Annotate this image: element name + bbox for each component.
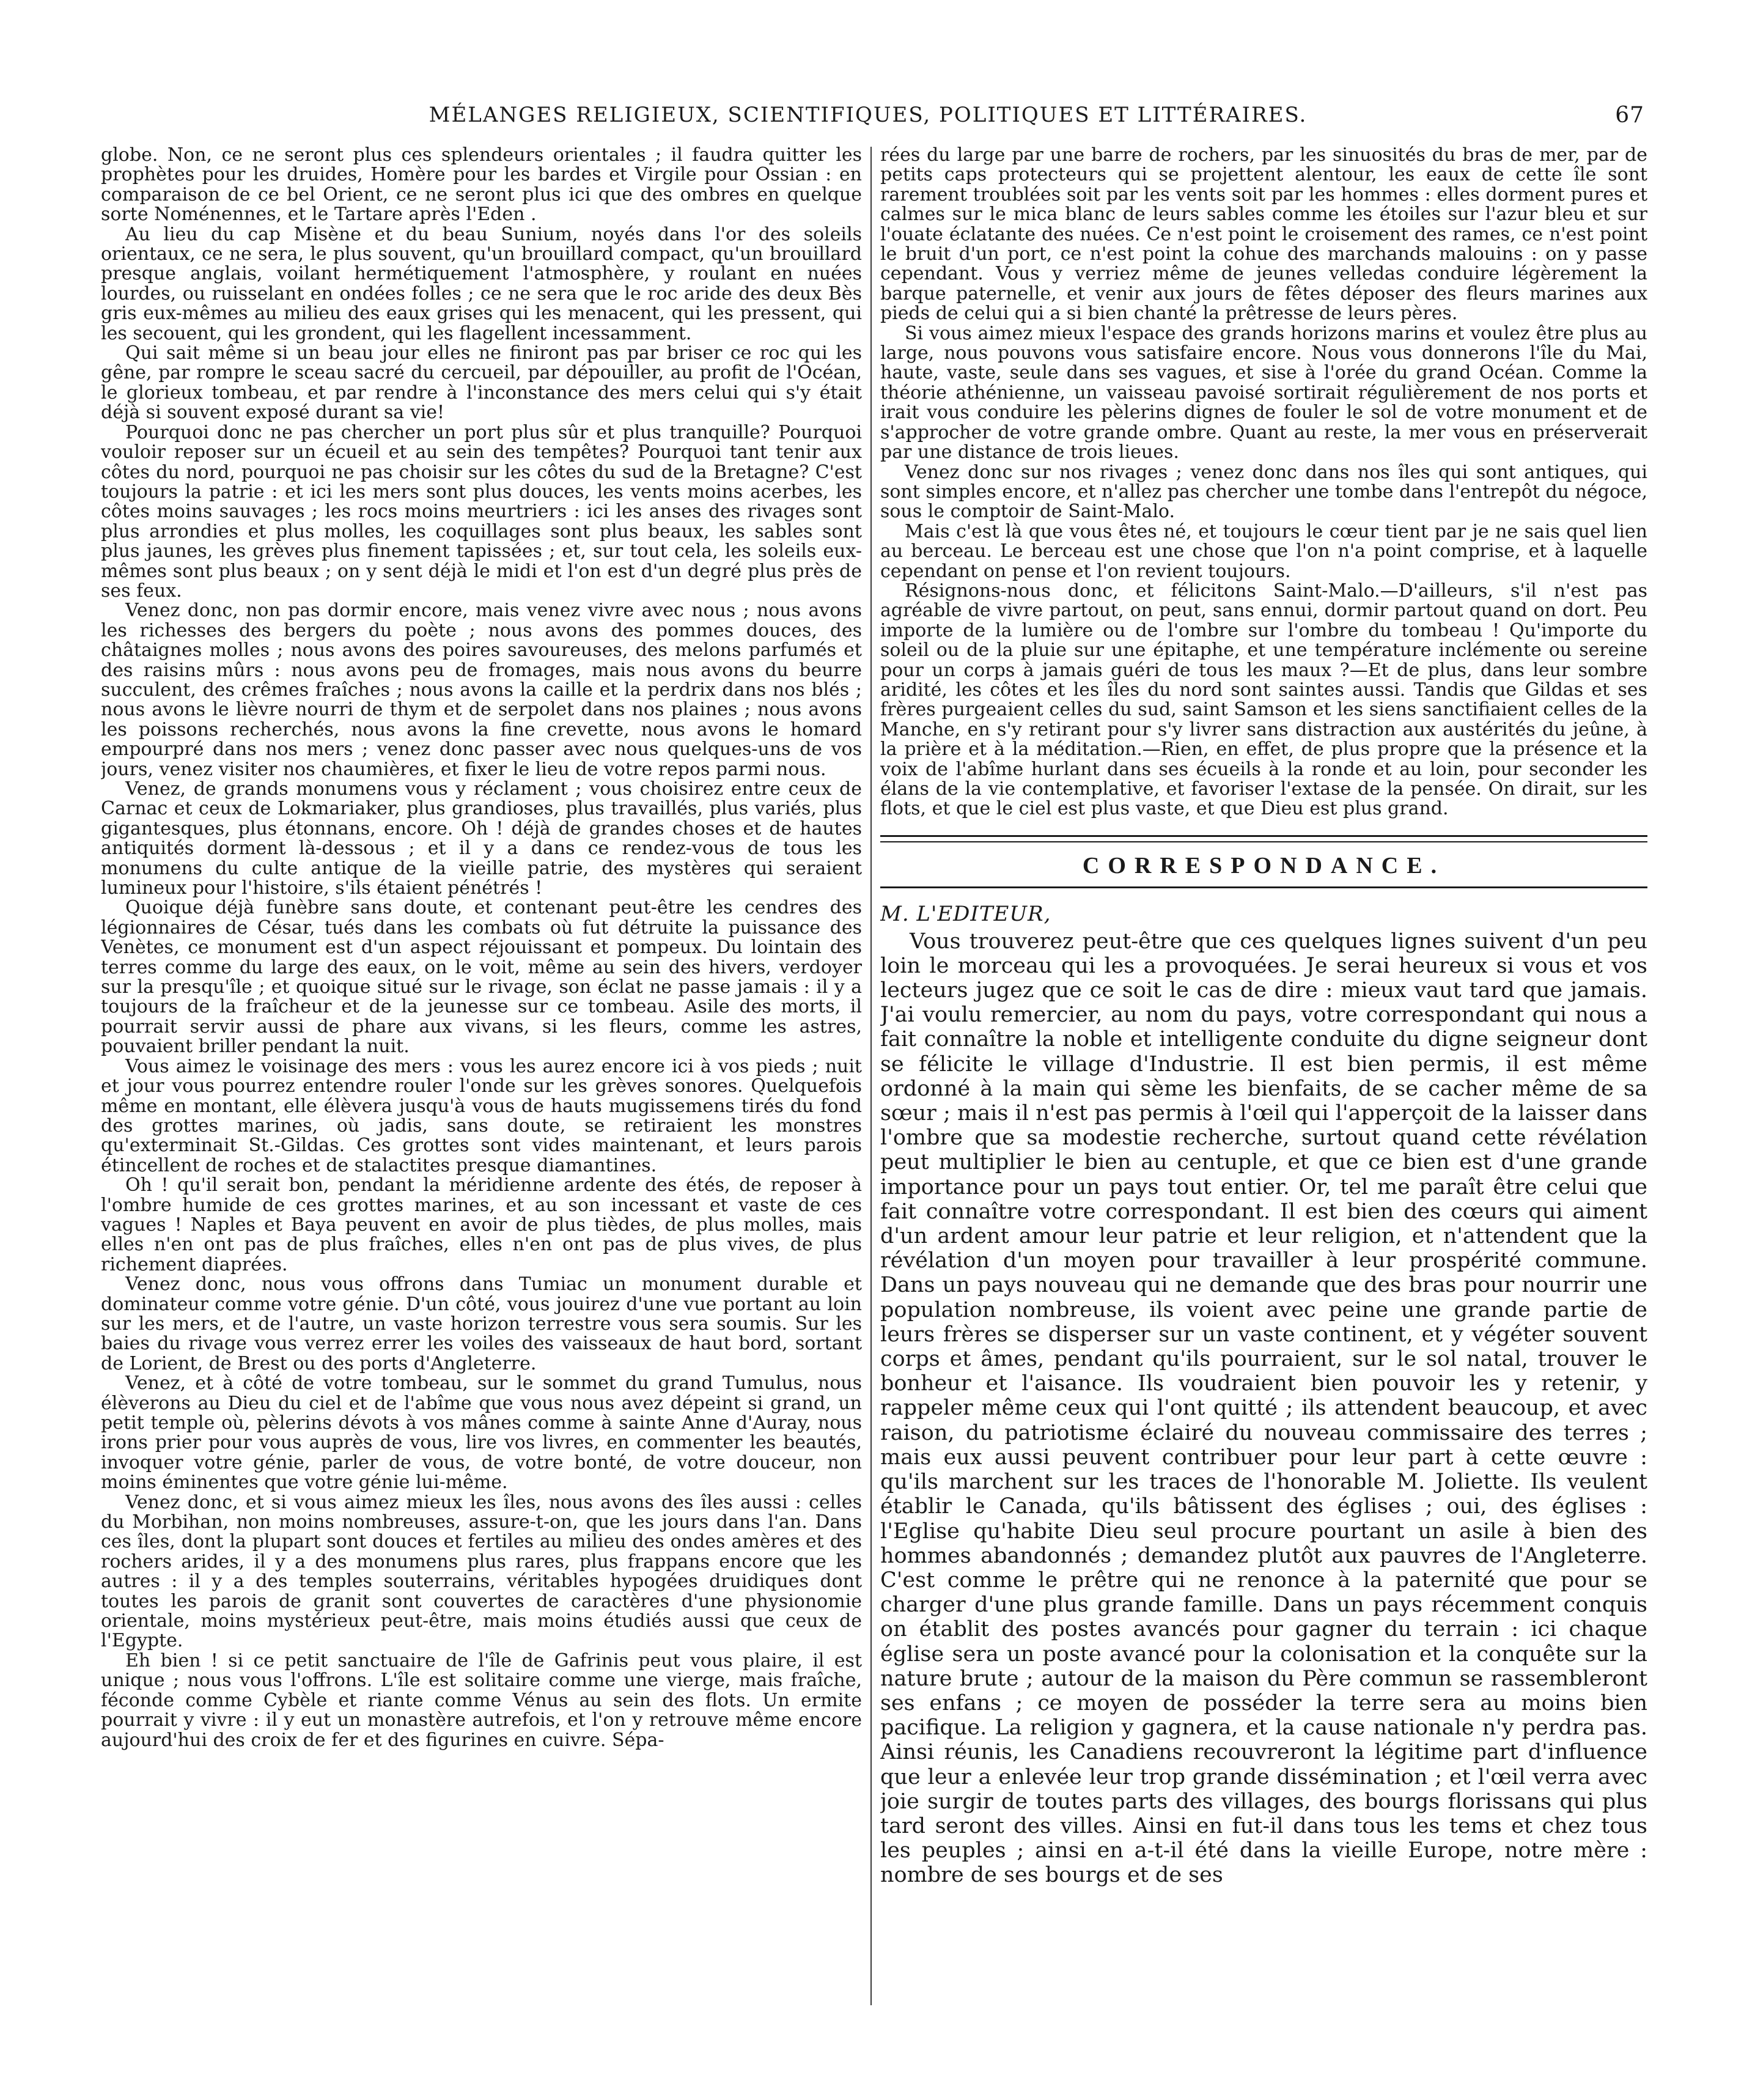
column-divider xyxy=(870,147,872,2005)
section-rule xyxy=(880,886,1647,888)
article-paragraph: Venez donc sur nos rivages ; venez donc dans nos îles qui sont antiques, qui sont simples encore, et n'allez pas chercher une tombe dans l'entrepôt du négoce, sous le comptoir de Saint-Malo. xyxy=(880,461,1647,523)
article-paragraph: Venez, et à côté de votre tombeau, sur le sommet du grand Tumulus, nous élèverons au Dieu du ciel et de l'abîme que vous nous avez dépeint si grand, un petit temple où, pèlerins dévots à vos mânes comme à sainte Anne d'Auray, nous irons prier pour vous auprès de vous, lire vos livres, en commenter les beautés, invoquer votre génie, parler de vous, de votre bonté, de votre douceur, non moins éminentes que votre génie lui-même. xyxy=(101,1372,862,1494)
article-paragraph: Mais c'est là que vous êtes né, et toujours le cœur tient par je ne sais quel lien au berceau. Le berceau est une chose que l'on n'a point comprise, et à laquelle cependant on pense et l'on revient toujours. xyxy=(880,520,1647,582)
article-paragraph: Pourquoi donc ne pas chercher un port plus sûr et plus tranquille? Pourquoi vouloir reposer sur un écueil et au sein des tempêtes? Pourquoi tant tenir aux côtes du nord, pourquoi ne pas choisir sur les côtes du sud de la Bretagne? C'est toujours la patrie : et ici les mers sont plus douces, les vents moins acerbes, les côtes moins sauvages ; les rocs moins meurtriers : ici les anses des rivages sont plus arrondies et plus molles, les coquillages sont plus beaux, les sables sont plus jaunes, les grèves plus finement tapissées ; et, sur tout cela, les soleils eux-mêmes sont plus beaux ; on y sent déjà le midi et l'on est d'un degré plus près de ses feux. xyxy=(101,421,862,602)
article-paragraph: Venez, de grands monumens vous y réclament ; vous choisirez entre ceux de Carnac et ceux de Lokmariaker, plus grandioses, plus travaillés, plus variés, plus gigantesques, plus étonnans, encore. Oh ! déjà de grandes choses et de hautes antiquités dorment là-dessous ; et il y a dans ce rendez-vous de tous les monumens du culte antique de la vieille patrie, des mystères qui seraient lumineux pour l'histoire, s'ils étaient pénétrés ! xyxy=(101,778,862,899)
article-paragraph: globe. Non, ce ne seront plus ces splendeurs orientales ; il faudra quitter les prophètes pour les druides, Homère pour les bardes et Virgile pour Ossian : en comparaison de ce bel Orient, ce ne seront plus ici que des ombres en quelque sorte Noménennes, et le Tartare après l'Eden . xyxy=(101,146,862,226)
article-paragraph: Vous aimez le voisinage des mers : vous les aurez encore ici à vos pieds ; nuit et jour vous pourrez entendre rouler l'onde sur les grèves sonores. Quelquefois même en montant, elle élèvera jusqu'à vous de hauts mugissemens tirés du fond des grottes marines, où jadis, sans doute, se retiraient les monstres qu'exterminait St.-Gildas. Ces grottes sont vides maintenant, et leurs parois étincellent de roches et de stalactites presque diamantines. xyxy=(101,1055,862,1176)
letter-salutation: M. L'EDITEUR, xyxy=(880,902,1051,927)
article-paragraph: Au lieu du cap Misène et du beau Sunium, noyés dans l'or des soleils orientaux, ce ne sera, le plus souvent, qu'un brouillard compact, qu'un brouillard presque anglais, voilant hermétiquement l'atmosphère, y roulant en nuées lourdes, ou ruisselant en ondées folles ; ce ne sera que le roc aride des deux Bès gris eux-mêmes au milieu des eaux grises qui les menacent, qui les pressent, qui les secouent, qui les grondent, qui les flagellent incessamment. xyxy=(101,223,862,344)
article-paragraph: Venez donc, et si vous aimez mieux les îles, nous avons des îles aussi : celles du Morbihan, non moins nombreuses, assure-t-on, que les jours dans l'an. Dans ces îles, dont la plupart sont douces et fertiles au milieu des ondes amères et des rochers arides, il y a des monumens plus rares, plus frappans encore que les autres : il y a des temples souterrains, véritables hypogées druidiques dont toutes les parois de granit sont couvertes de caractères d'une physionomie orientale, moins mystérieux peut-être, mais moins étudiés aussi que ceux de l'Egypte. xyxy=(101,1491,862,1652)
right-column xyxy=(880,146,1647,2010)
running-header xyxy=(92,103,1644,139)
article-paragraph: Résignons-nous donc, et félicitons Saint-Malo.—D'ailleurs, s'il n'est pas agréable de vivre partout, on peut, sans ennui, dormir partout quand on dort. Peu importe de la lumière ou de l'ombre sur l'ombre du tombeau ! Qu'importe du soleil ou de la pluie sur une épitaphe, et une température inclémente ou sereine pour un corps à jamais guéri de tous les maux ?—Et de plus, dans leur sombre aridité, les côtes et les îles du nord sont saintes aussi. Tandis que Gildas et ses frères purgeaient celles du sud, saint Samson et les siens sanctifiaient celles de la Manche, en s'y retirant pour s'y livrer sans distraction aux austérités du jeûne, à la prière et à la méditation.—Rien, en effet, de plus propre que la présence et la voix de l'abîme hurlant dans ses écueils à la ronde et au loin, pour seconder les élans de la vie contemplative, et favoriser l'extase de la pensée. On dirait, sur les flots, et que le ciel est plus vaste, et que Dieu est plus grand. xyxy=(880,580,1647,820)
left-column xyxy=(101,146,862,2010)
article-paragraph: Qui sait même si un beau jour elles ne finiront pas par briser ce roc qui les gêne, par rompre le sceau sacré du cercueil, par dépouiller, au profit de l'Océan, le glorieux tombeau, et par rendre à l'inconstance des mers celui qui s'y était déjà si souvent exposé durant sa vie! xyxy=(101,342,862,424)
letter-body xyxy=(880,929,1647,1888)
section-rule xyxy=(880,835,1647,842)
article-paragraph: Oh ! qu'il serait bon, pendant la méridienne ardente des étés, de reposer à l'ombre humide de ces grottes marines, et au son incessant et vaste de ces vagues ! Naples et Baya peuvent en avoir de plus tièdes, de plus molles, mais elles n'en ont pas de plus fraîches, elles n'en ont pas de plus vives, de plus richement diaprées. xyxy=(101,1174,862,1275)
page-number: 67 xyxy=(1615,103,1644,128)
article-paragraph: Eh bien ! si ce petit sanctuaire de l'île de Gafrinis peut vous plaire, il est unique ; nous vous l'offrons. L'île est solitaire comme une vierge, mais fraîche, féconde comme Cybèle et riante comme Vénus au sein des flots. Un ermite pourrait y vivre : il y eut un monastère autrefois, et l'on y retrouve même encore aujourd'hui des croix de fer et des figurines en cuivre. Sépa- xyxy=(101,1649,862,1751)
article-paragraph: Venez donc, non pas dormir encore, mais venez vivre avec nous ; nous avons les richesses des bergers du poète ; nous avons des pommes douces, des châtaignes molles ; nous avons des poires savoureuses, des melons parfumés et des raisins mûrs : nous avons peu de fromages, mais nous avons du beurre succulent, des crêmes fraîches ; nous avons la caille et la perdrix dans nos blés ; nous avons le lièvre nourri de thym et de serpolet dans nos plaines ; nous avons les poissons recherchés, nous avons la fine crevette, nous avons le homard empourpré dans nos mers ; venez donc passer avec nous quelques-uns de vos jours, venez visiter nos chaumières, et fixer le lieu de votre repos parmi nous. xyxy=(101,600,862,780)
article-paragraph: Quoique déjà funèbre sans doute, et contenant peut-être les cendres des légionnaires de César, tués dans les combats où fut détruite la puissance des Venètes, ce monument est d'un aspect réjouissant et pompeux. Du lointain des terres comme du large des eaux, on le voit, même au sein des hivers, verdoyer sur la presqu'île ; et quoique situé sur le rivage, son éclat ne passe jamais : il y a toujours de la fraîcheur et de la jeunesse sur ce tombeau. Asile des morts, il pourrait servir aussi de phare aux vivans, si les fleurs, comme les astres, pouvaient briller pendant la nuit. xyxy=(101,897,862,1058)
article-paragraph: rées du large par une barre de rochers, par les sinuosités du bras de mer, par de petits caps protecteurs qui se projettent alentour, les eaux de cette île sont rarement troublées soit par les vents soit par les hommes : elles dorment pures et calmes sur le mica blanc de leurs sables comme les étoiles sur l'azur bleu et sur l'ouate éclatante des nuées. Ce n'est point le croisement des rames, ce n'est point le bruit d'un port, ce n'est point la cohue des marchands malouins : on y passe cependant. Vous y verriez même de jeunes velledas conduire légèrement la barque paternelle, et venir aux jours de fêtes déposer des fleurs marines aux pieds de celui qui a si bien chanté la prêtresse de leurs pères. xyxy=(880,146,1647,325)
letter-paragraph: Vous trouverez peut-être que ces quelques lignes suivent d'un peu loin le morceau qui les a provoquées. Je serai heureux si vous et vos lecteurs jugez que ce soit le cas de dire : mieux vaut tard que jamais. J'ai voulu remercier, au nom du pays, votre correspondant qui nous a fait connaître la noble et intelligente conduite du digne seigneur dont se félicite le village d'Industrie. Il est bien permis, il est même ordonné à la main qui sème les bienfaits, de se cacher même de sa sœur ; mais il n'est pas permis à l'œil qui l'apperçoit de la laisser dans l'ombre que sa modestie recherche, surtout quand cette révélation peut multiplier le bien au centuple, et que ce bien est d'une grande importance pour un pays tout entier. Or, tel me paraît être celui que fait connaître votre correspondant. Il est bien des cœurs qui aiment d'un ardent amour leur patrie et leur religion, et n'attendent que la révélation d'un moyen pour travailler à leur prospérité commune. Dans un pays nouveau qui ne demande que des bras pour nourrir une population nombreuse, ils voient avec peine une grande partie de leurs frères se disperser sur un vaste continent, et y végéter souvent corps et âmes, pendant qu'ils pourraient, sur le sol natal, trouver le bonheur et l'aisance. Ils voudraient bien pouvoir les y retenir, y rappeler même ceux qui l'ont quitté ; ils attendent beaucoup, et avec raison, du patriotisme éclairé du nouveau commissaire des terres ; mais eux aussi peuvent contribuer pour leur part à cette œuvre : qu'ils marchent sur les traces de l'honorable M. Joliette. Ils veulent établir le Canada, qu'ils bâtissent des églises ; oui, des églises : l'Eglise qu'habite Dieu seul procure pourtant un asile à bien des hommes abandonnés ; demandez plutôt aux pauvres de l'Angleterre. C'est comme le prêtre qui ne renonce à la paternité que pour se charger d'une plus grande famille. Dans un pays récemment conquis on établit des postes avancés pour gagner du terrain : ici chaque église sera un poste avancé pour la colonisation et la conquête sur la nature brute ; autour de la maison du Père commun se rassembleront ses enfans ; ce moyen de posséder la terre sera au moins bien pacifique. La religion y gagnera, et la cause nationale n'y perdra pas. Ainsi réunis, les Canadiens recouvreront la légitime part d'influence que leur a enlevée leur trop grande dissémination ; et l'œil verra avec joie surgir de toutes parts des villages, des bourgs florissans qui plus tard seront des villes. Ainsi en fut-il dans tous les tems et chez tous les peuples ; ainsi en a-t-il été dans la vieille Europe, notre mère : nombre de ses bourgs et de ses xyxy=(880,929,1647,1888)
running-title: MÉLANGES RELIGIEUX, SCIENTIFIQUES, POLITIQUES ET LITTÉRAIRES. xyxy=(429,103,1308,127)
article-paragraph: Venez donc, nous vous offrons dans Tumiac un monument durable et dominateur comme votre génie. D'un côté, vous jouirez d'une vue portant au loin sur les mers, et de l'autre, un vaste horizon terrestre vous sera soumis. Sur les baies du rivage vous verrez errer les voiles des vaisseaux de haut bord, sortant de Lorient, de Brest ou des ports d'Angleterre. xyxy=(101,1273,862,1374)
section-heading: CORRESPONDANCE. xyxy=(1082,852,1446,879)
article-paragraph: Si vous aimez mieux l'espace des grands horizons marins et voulez être plus au large, nous pouvons vous satisfaire encore. Nous vous donnerons l'île du Mai, haute, vaste, seule dans ses vagues, et sise à l'orée du grand Océan. Comme la théorie athénienne, un vaisseau pavoisé sortirait régulièrement de nos ports et irait vous conduire les pèlerins dignes de fouler le sol de votre monument et de s'approcher de votre grande ombre. Quant au reste, la mer vous en préserverait par une distance de trois lieues. xyxy=(880,322,1647,463)
